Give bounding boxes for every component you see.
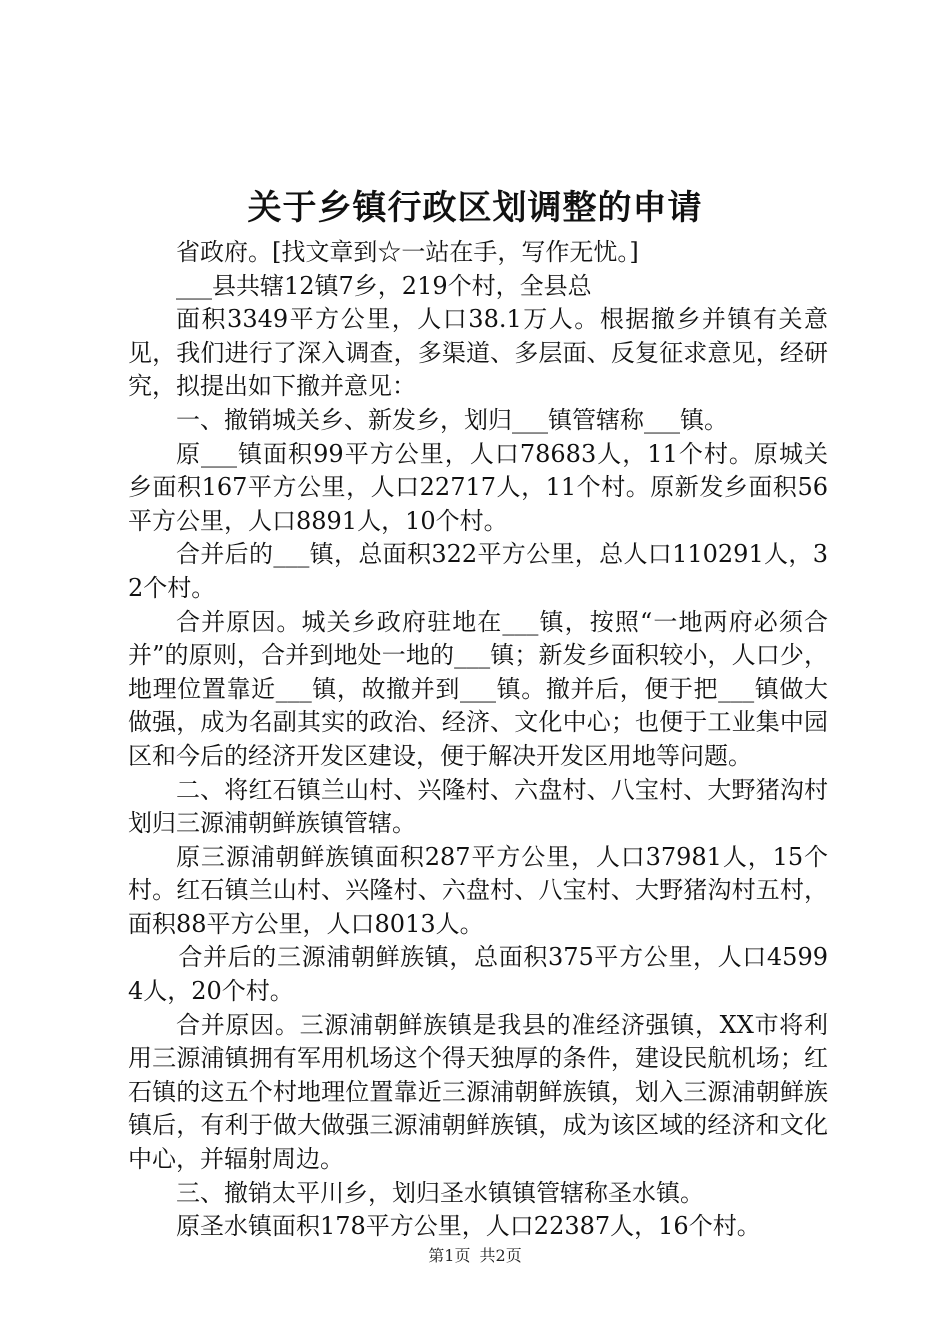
paragraph: ___县共辖12镇7乡，219个村，全县总 [176,271,592,300]
page-footer [0,1244,950,1268]
page-total: 共2页 [479,1246,522,1265]
paragraph: 一、撤销城关乡、新发乡，划归___镇管辖称___镇。 [176,405,728,434]
paragraph: 面积3349平方公里，人口38.1万人。根据撤乡并镇有关意见，我们进行了深入调查，多渠道、多层面、反复征求意见，经研究，拟提出如下撤并意见： [128,305,828,401]
paragraph: 二、将红石镇兰山村、兴隆村、六盘村、八宝村、大野猪沟村划归三源浦朝鲜族镇管辖。 [128,775,828,838]
document-title: 关于乡镇行政区划调整的申请 [247,188,703,228]
paragraph: 合并原因。三源浦朝鲜族镇是我县的准经济强镇，XX市将利用三源浦镇拥有军用机场这个得天独厚的条件，建设民航机场；红石镇的这五个村地理位置靠近三源浦朝鲜族镇，划入三源浦朝鲜族镇后，有利于做大做强三源浦朝鲜族镇，成为该区域的经济和文化中心，并辐射周边。 [128,1010,828,1174]
paragraph: 原三源浦朝鲜族镇面积287平方公里，人口37981人，15个村。红石镇兰山村、兴隆村、六盘村、八宝村、大野猪沟村五村，面积88平方公里，人口8013人。 [128,842,828,938]
paragraph: 合并后的___镇，总面积322平方公里，总人口110291人，32个村。 [128,540,828,602]
paragraph: 三、撤销太平川乡，划归圣水镇镇管辖称圣水镇。 [176,1178,704,1207]
paragraph: 省政府。[找文章到☆一站在手，写作无忧。] [176,238,639,266]
paragraph: 合并原因。城关乡政府驻地在___镇，按照“一地两府必须合并”的原则，合并到地处一地的___镇；新发乡面积较小，人口少，地理位置靠近___镇，故撤并到___镇。撤并后，便于把___镇做大做强，成为名副其实的政治、经济、文化中心；也便于工业集中园区和今后的经济开发区建设，便于解决开发区用地等问题。 [128,607,828,770]
paragraph: 合并后的三源浦朝鲜族镇，总面积375平方公里，人口45994人，20个村。 [128,943,828,1006]
document-body [128,236,828,1244]
page-number: 第1页 [428,1246,471,1265]
paragraph: 原圣水镇面积178平方公里，人口22387人，16个村。 [176,1212,761,1241]
paragraph: 原___镇面积99平方公里，人口78683人，11个村。原城关乡面积167平方公里，人口22717人，11个村。原新发乡面积56平方公里，人口8891人，10个村。 [128,439,828,535]
